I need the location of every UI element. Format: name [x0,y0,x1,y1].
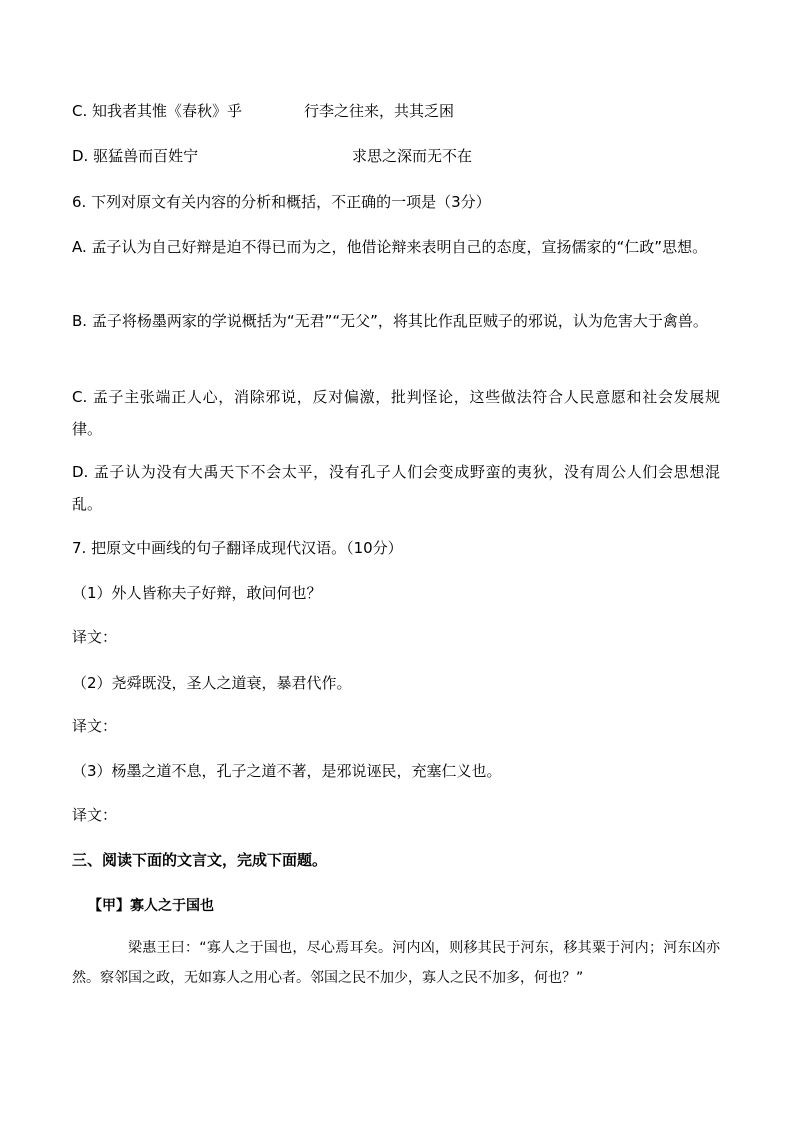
option-c-right: 行李之往来，共其乏困 [304,102,455,120]
question-7-sentence-2: （2）尧舜既没，圣人之道衰，暴君代作。 [72,674,352,692]
option-d-left: D. 驱猛兽而百姓宁 [72,147,199,165]
question-6-option-d: D. 孟子认为没有大禹天下不会太平，没有孔子人们会变成野蛮的夷狄，没有周公人们会思想混乱。 [72,463,720,513]
question-6-option-a: A. 孟子认为自己好辩是迫不得已而为之，他借论辩来表明自己的态度，宣扬儒家的“仁政”思想。 [72,238,708,256]
answer-label-2: 译文： [72,717,118,735]
answer-label-1: 译文： [72,628,118,646]
option-c-left: C. 知我者其惟《春秋》乎 [72,102,243,120]
question-7-sentence-3: （3）杨墨之道不息，孔子之道不著，是邪说诬民，充塞仁义也。 [72,762,502,780]
passage-subheading: 【甲】寡人之于国也 [88,898,214,914]
question-7-sentence-1: （1）外人皆称夫子好辩，敢问何也？ [72,584,322,602]
question-6-option-b: B. 孟子将杨墨两家的学说概括为“无君”“无父”，将其比作乱臣贼子的邪说，认为危害大于禽兽。 [72,312,708,330]
section-3-heading: 三、阅读下面的文言文，完成下面题。 [72,851,328,869]
answer-label-3: 译文： [72,806,118,824]
question-6-stem: 6. 下列对原文有关内容的分析和概括，不正确的一项是（3分） [72,193,491,211]
option-d-right: 求思之深而无不在 [352,147,473,165]
passage-text: 梁惠王曰：“寡人之于国也，尽心焉耳矣。河内凶，则移其民于河东，移其粟于河内；河东凶亦然。察邻国之政，无如寡人之用心者。邻国之民不加少，寡人之民不加多，何也？” [72,940,720,986]
question-7-stem: 7. 把原文中画线的句子翻译成现代汉语。（10分） [72,539,403,557]
question-6-option-c: C. 孟子主张端正人心，消除邪说，反对偏激，批判怪论，这些做法符合人民意愿和社会发展规律。 [72,388,720,438]
